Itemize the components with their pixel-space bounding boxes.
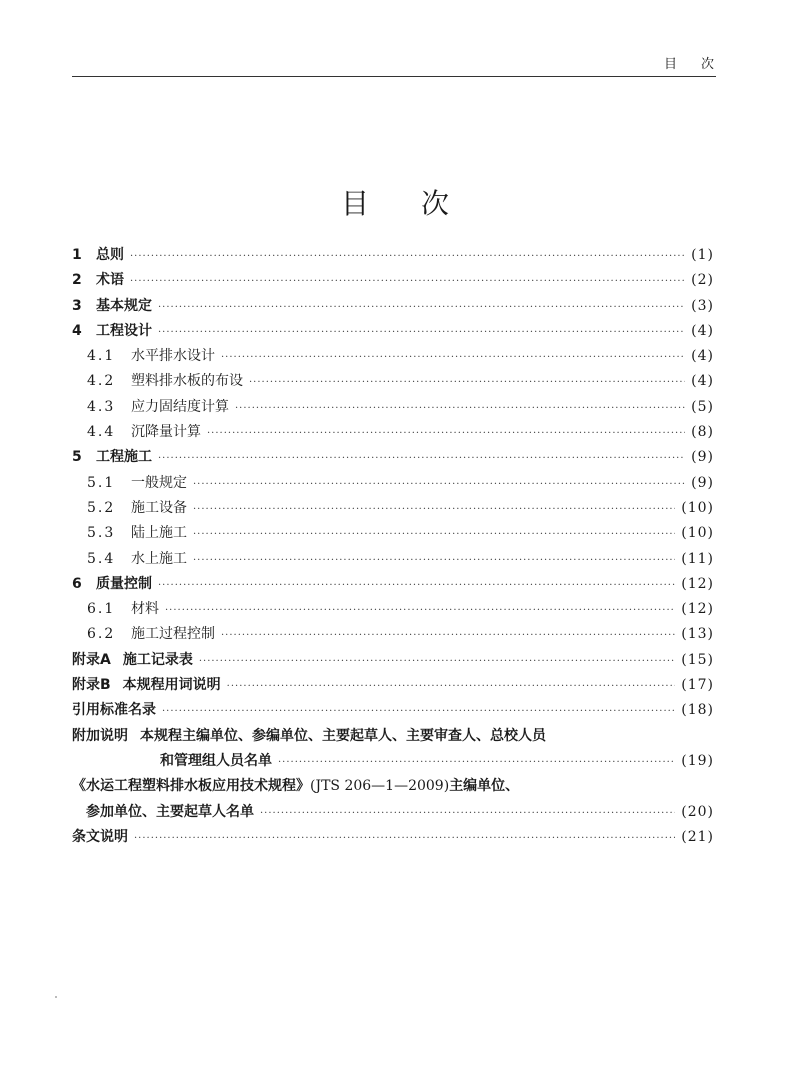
toc-entry-page: (20) — [681, 803, 714, 820]
dot-leader — [130, 244, 685, 269]
toc-entry-6-2[interactable] — [72, 622, 714, 647]
toc-entry-additional-notes[interactable] — [72, 724, 714, 749]
toc-entry-title: 基本规定 — [96, 297, 152, 314]
toc-entry-commentary[interactable] — [72, 825, 714, 850]
dot-leader — [165, 598, 675, 623]
toc-entry-page: (17) — [681, 677, 714, 694]
toc-entry-title: 水上施工 — [131, 550, 187, 567]
toc-entry-6[interactable] — [72, 572, 714, 597]
dot-leader — [207, 421, 685, 446]
toc-entry-title-prefix: 《水运工程塑料排水板应用技术规程》 — [72, 778, 310, 795]
toc-entry-title: 沉降量计算 — [131, 424, 201, 441]
toc-entry-additional-notes-continued[interactable] — [72, 749, 714, 774]
toc-entry-3[interactable] — [72, 294, 714, 319]
toc-entry-title: 陆上施工 — [131, 525, 187, 542]
dot-leader — [193, 497, 675, 522]
toc-entry-page: (2) — [691, 272, 714, 289]
toc-entry-title-continued: 和管理组人员名单 — [160, 752, 272, 769]
toc-entry-number: 2 — [72, 272, 82, 289]
toc-entry-number: 4.3 — [87, 398, 116, 415]
dot-leader — [221, 345, 685, 370]
toc-entry-4-1[interactable] — [72, 344, 714, 369]
toc-entry-5-4[interactable] — [72, 547, 714, 572]
dot-leader — [158, 446, 685, 471]
toc-entry-number: 5.1 — [87, 474, 116, 491]
toc-entry-page: (9) — [691, 474, 714, 491]
toc-entry-number: 5.2 — [87, 499, 116, 516]
toc-entry-title: 塑料排水板的布设 — [131, 373, 243, 390]
toc-entry-number: 附录B — [72, 677, 111, 694]
table-of-contents — [72, 243, 714, 850]
toc-entry-4[interactable] — [72, 319, 714, 344]
toc-entry-title: 施工记录表 — [122, 651, 193, 668]
toc-entry-page: (11) — [681, 550, 714, 567]
toc-entry-page: (10) — [681, 525, 714, 542]
toc-entry-title: 引用标准名录 — [72, 702, 156, 719]
toc-entry-appendix-b[interactable] — [72, 673, 714, 698]
toc-entry-page: (4) — [691, 322, 714, 339]
toc-entry-title: 一般规定 — [131, 474, 187, 491]
toc-entry-number: 4 — [72, 322, 82, 339]
toc-entry-page: (15) — [681, 651, 714, 668]
toc-entry-page: (4) — [691, 373, 714, 390]
dot-leader — [130, 269, 685, 294]
toc-entry-title: 施工过程控制 — [131, 626, 215, 643]
toc-entry-page: (12) — [681, 601, 714, 618]
toc-entry-number: 1 — [72, 247, 82, 263]
toc-entry-number: 5 — [72, 449, 82, 466]
dot-leader — [235, 396, 685, 421]
toc-entry-number: 附加说明 — [72, 727, 128, 744]
toc-entry-number: 6.2 — [87, 626, 116, 643]
toc-entry-page: (9) — [691, 449, 714, 466]
dot-leader — [199, 649, 675, 674]
toc-entry-jts-units[interactable] — [72, 774, 714, 799]
toc-entry-page: (21) — [681, 828, 714, 845]
toc-entry-5[interactable] — [72, 445, 714, 470]
toc-entry-title: 质量控制 — [96, 575, 152, 592]
dot-leader — [227, 674, 676, 699]
dot-leader — [193, 522, 675, 547]
toc-entry-6-1[interactable] — [72, 597, 714, 622]
toc-entry-page: (13) — [681, 626, 714, 643]
toc-entry-page: (19) — [681, 752, 714, 769]
toc-entry-title: 本规程用词说明 — [122, 677, 221, 694]
dot-leader — [221, 623, 675, 648]
toc-entry-number: 4.4 — [87, 424, 116, 441]
toc-entry-title-continued: 参加单位、主要起草人名单 — [86, 803, 254, 820]
toc-entry-2[interactable] — [72, 268, 714, 293]
toc-entry-number: 附录A — [72, 651, 111, 668]
dot-leader — [162, 699, 675, 724]
dot-leader — [249, 370, 685, 395]
toc-entry-title-suffix: 主编单位、 — [449, 778, 520, 795]
toc-entry-number: 4.1 — [87, 348, 116, 365]
dot-leader — [158, 573, 675, 598]
toc-entry-appendix-a[interactable] — [72, 648, 714, 673]
toc-entry-title: 材料 — [131, 601, 159, 618]
toc-entry-number: 5.4 — [87, 550, 116, 567]
dot-leader — [193, 548, 675, 573]
toc-entry-page: (8) — [691, 424, 714, 441]
toc-entry-title: 施工设备 — [131, 499, 187, 516]
toc-entry-page: (1) — [691, 247, 714, 263]
toc-entry-page: (12) — [681, 575, 714, 592]
scan-speck — [55, 996, 57, 998]
toc-entry-number: 6 — [72, 575, 82, 592]
dot-leader — [134, 826, 675, 851]
toc-entry-page: (18) — [681, 702, 714, 719]
toc-entry-number: 4.2 — [87, 373, 116, 390]
toc-entry-title: 术语 — [96, 272, 124, 289]
dot-leader — [278, 750, 675, 775]
dot-leader — [260, 801, 675, 826]
toc-entry-title: 条文说明 — [72, 828, 128, 845]
toc-entry-4-4[interactable] — [72, 420, 714, 445]
toc-entry-4-2[interactable] — [72, 369, 714, 394]
toc-entry-page: (10) — [681, 499, 714, 516]
toc-entry-page: (3) — [691, 297, 714, 314]
toc-entry-page: (5) — [691, 398, 714, 415]
toc-entry-title: 总则 — [96, 247, 124, 263]
toc-entry-5-2[interactable] — [72, 496, 714, 521]
dot-leader — [193, 472, 685, 497]
running-header: 目次 — [663, 57, 738, 72]
dot-leader — [158, 295, 685, 320]
toc-entry-title: 水平排水设计 — [131, 348, 215, 365]
toc-entry-referenced-standards[interactable] — [72, 698, 714, 723]
toc-entry-5-3[interactable] — [72, 521, 714, 546]
toc-entry-number: 6.1 — [87, 601, 116, 618]
dot-leader — [158, 320, 685, 345]
toc-entry-number: 5.3 — [87, 525, 116, 542]
toc-entry-code: (JTS 206—1—2009) — [310, 778, 450, 795]
toc-entry-number: 3 — [72, 297, 82, 314]
toc-entry-title: 本规程主编单位、参编单位、主要起草人、主要审查人、总校人员 — [140, 727, 546, 744]
toc-entry-title: 工程设计 — [96, 322, 152, 339]
page-title: 目次 — [340, 187, 501, 220]
toc-entry-title: 应力固结度计算 — [131, 398, 229, 415]
toc-entry-jts-units-continued[interactable] — [72, 800, 714, 825]
toc-entry-1[interactable] — [72, 243, 714, 268]
toc-entry-4-3[interactable] — [72, 395, 714, 420]
header-rule — [72, 76, 716, 77]
toc-entry-title: 工程施工 — [96, 449, 152, 466]
toc-entry-5-1[interactable] — [72, 471, 714, 496]
toc-entry-page: (4) — [691, 348, 714, 365]
